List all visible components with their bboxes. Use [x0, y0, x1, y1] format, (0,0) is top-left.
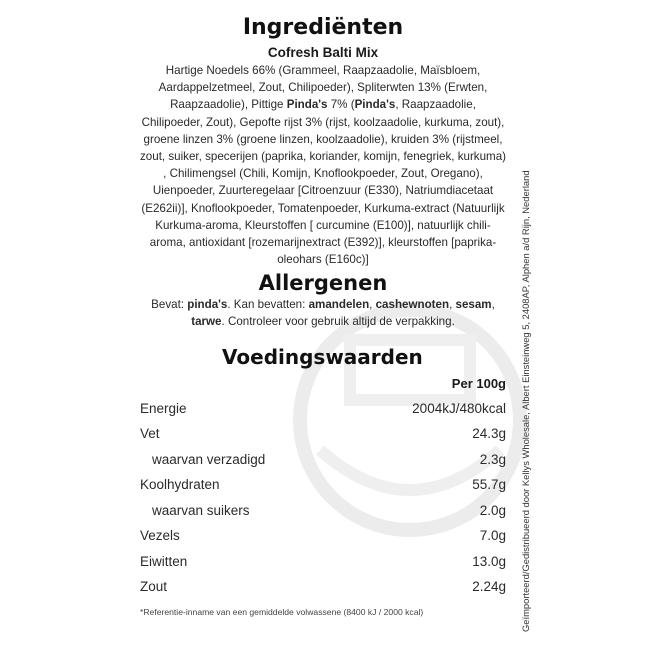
importer-side-text: Geïmporteerd/Gedistribueerd door Kellys Wholesale, Albert Einsteinweg 5, 2408AP, Alphen a/d Rijn, Nederland — [520, 170, 531, 632]
text-fragment: Hartige Noedels 66% (Grammeel, Raapzaadolie, Maïsbloem, Aardappelzetmeel, Zout, Chilipoeder), Spliterwten 13% (Erwten, Raapzaadolie), Pittige — [158, 64, 488, 112]
ingredients-heading: Ingrediënten — [242, 15, 404, 40]
nutrition-heading: Voedingswaarden — [222, 345, 423, 370]
nutrient-value: 2.3g — [479, 451, 506, 467]
nutrient-value: 24.3g — [472, 426, 506, 442]
nutrient-name: waarvan suikers — [152, 502, 250, 518]
nutrition-row — [140, 395, 506, 421]
nutrient-value: 13.0g — [472, 553, 506, 569]
nutrient-name: Vet — [140, 426, 160, 442]
text-fragment: . Kan bevatten: — [227, 298, 309, 312]
nutrient-name: Koolhydraten — [140, 477, 220, 493]
nutrient-value: 2004kJ/480kcal — [412, 400, 506, 416]
per-100g-label: Per 100g — [451, 376, 506, 392]
ingredients-text — [140, 62, 506, 268]
nutrition-row — [140, 472, 506, 498]
nutrient-name: Zout — [140, 579, 168, 595]
nutrition-row — [140, 548, 506, 574]
label-content — [140, 14, 506, 617]
text-fragment: , — [449, 298, 456, 312]
nutrition-row — [140, 446, 506, 472]
text-fragment: , — [491, 298, 495, 312]
text-fragment: Bevat: — [151, 298, 188, 312]
allergens-heading: Allergenen — [258, 271, 388, 296]
nutrient-value: 55.7g — [472, 477, 506, 493]
bold-allergen-text: amandelen — [308, 298, 370, 312]
nutrition-table — [140, 395, 506, 599]
nutrition-row — [140, 574, 506, 600]
nutrient-name: Eiwitten — [140, 553, 188, 569]
bold-allergen-text: cashewnoten — [375, 298, 450, 312]
nutrient-value: 7.0g — [479, 528, 506, 544]
nutrient-name: waarvan verzadigd — [152, 451, 266, 467]
nutrition-row — [140, 523, 506, 549]
bold-allergen-text: pinda's — [187, 298, 228, 312]
allergens-text — [140, 296, 506, 330]
nutrient-value: 2.0g — [479, 502, 506, 518]
text-fragment: 7% ( — [327, 98, 355, 112]
footnote: *Referentie-inname van een gemiddelde volwassene (8400 kJ / 2000 kcal) — [140, 607, 424, 618]
nutrient-value: 2.24g — [472, 579, 506, 595]
product-name: Cofresh Balti Mix — [267, 45, 379, 60]
text-fragment: , — [369, 298, 376, 312]
bold-allergen-text: tarwe — [191, 315, 222, 329]
bold-allergen-text: sesam — [455, 298, 492, 312]
text-fragment: . Controleer voor gebruik altijd de verpakking. — [221, 315, 455, 329]
text-fragment: , Raapzaadolie, Chilipoeder, Zout), Gepofte rijst 3% (rijst, koolzaadolie, kurkuma, zout), groene linzen 3% (groene linzen, koolzaadolie), kruiden 3% (rijstmeel, zout, suiker, specerijen (paprika, koriander, komijn, fenegriek, kurkuma) , Chilimengsel (Chili, Komijn, Knoflookpoeder, Zout, Oregano), Uienpoeder, Zuurteregelaar [Citroenzuur (E330), Natriumdiacetaat (E262ii)], Knoflookpoeder, Tomatenpoeder, Kurkuma-extract (Natuurlijk Kurkuma-aroma, Kleurstoffen [ curcumine (E100)], natuurlijk chili-aroma, antioxidant [rozemarijnextract (E392)], kleurstoffen [paprika-oleohars (E160c)] — [140, 98, 507, 267]
nutrient-name: Vezels — [140, 528, 180, 544]
nutrient-name: Energie — [140, 400, 187, 416]
nutrition-row — [140, 421, 506, 447]
nutrition-row — [140, 497, 506, 523]
bold-allergen-text: Pinda's — [354, 98, 396, 112]
bold-allergen-text: Pinda's — [286, 98, 328, 112]
